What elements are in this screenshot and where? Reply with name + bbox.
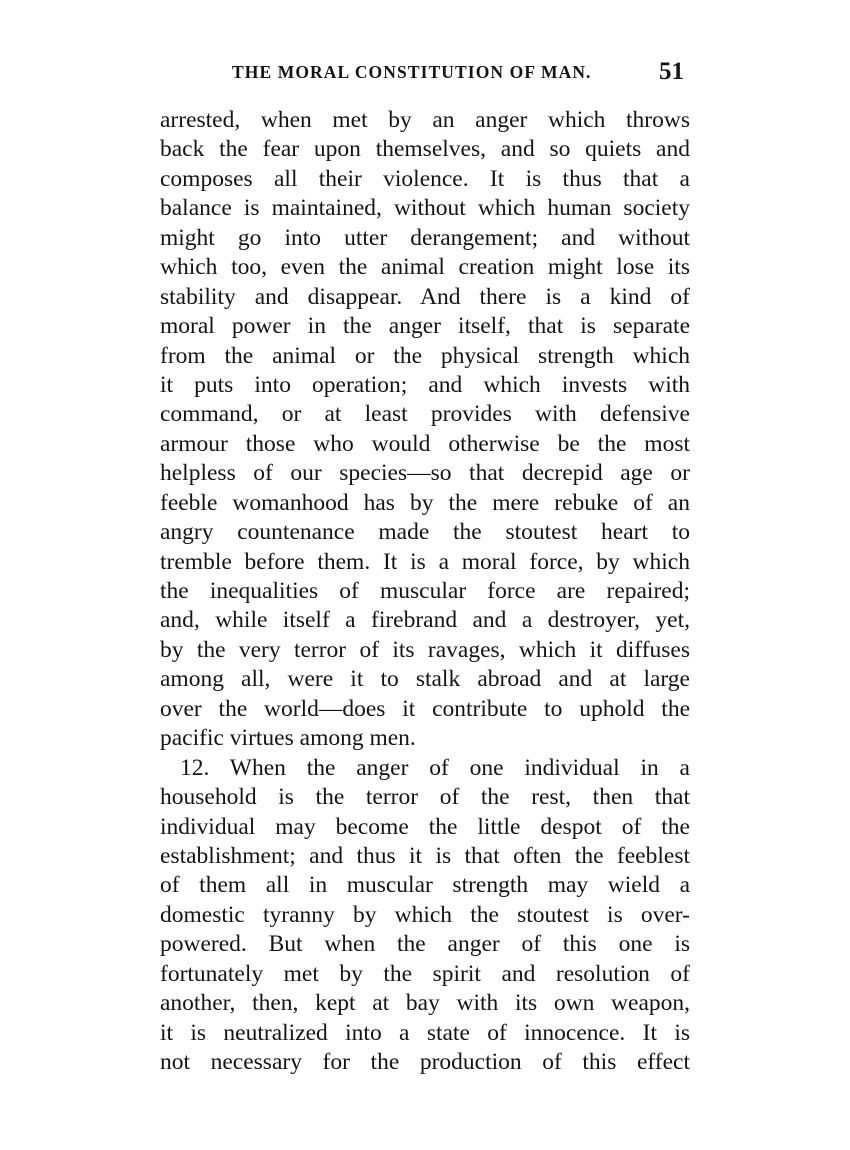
text-line: back the fear upon themselves, and so quiets and <box>160 136 690 163</box>
section-start-line: 12. When the anger of one individual in a <box>180 754 690 781</box>
text-line: might go into utter derangement; and without <box>160 224 690 251</box>
text-line: and, while itself a firebrand and a destroyer, yet, <box>160 607 690 634</box>
text-line: household is the terror of the rest, then that <box>160 784 690 811</box>
text-line: feeble womanhood has by the mere rebuke of an <box>160 489 690 516</box>
text-line: it puts into operation; and which invests with <box>160 371 690 398</box>
text-line: of them all in muscular strength may wield a <box>160 872 690 899</box>
text-line: another, then, kept at bay with its own weapon, <box>160 990 690 1017</box>
text-line: armour those who would otherwise be the most <box>160 430 690 457</box>
text-line: domestic tyranny by which the stoutest is over- <box>160 901 690 928</box>
body-text <box>160 106 690 1077</box>
text-line: the inequalities of muscular force are repaired; <box>160 578 690 604</box>
running-title: THE MORAL CONSTITUTION OF MAN. <box>232 62 592 82</box>
text-line: among all, were it to stalk abroad and at large <box>160 666 690 693</box>
text-line: which too, even the animal creation might lose its <box>160 254 690 281</box>
text-line: fortunately met by the spirit and resolution of <box>160 960 690 987</box>
running-head <box>160 58 690 92</box>
text-line: helpless of our species—so that decrepid age or <box>160 460 690 487</box>
text-line: composes all their violence. It is thus that a <box>160 165 690 192</box>
text-line: arrested, when met by an anger which throws <box>160 107 690 133</box>
text-line: moral power in the anger itself, that is separate <box>160 313 690 340</box>
text-line: balance is maintained, without which human society <box>160 195 690 222</box>
text-line: over the world—does it contribute to uphold the <box>160 695 690 722</box>
text-line: not necessary for the production of this effect <box>160 1049 690 1075</box>
page-number: 51 <box>659 58 684 85</box>
text-line: command, or at least provides with defensive <box>160 401 690 428</box>
text-line: it is neutralized into a state of innocence. It is <box>160 1019 690 1046</box>
text-line: establishment; and thus it is that often the feeblest <box>160 842 690 869</box>
text-line: individual may become the little despot of the <box>160 813 690 840</box>
paragraph-end-line: pacific virtues among men. <box>160 725 416 752</box>
text-line: from the animal or the physical strength which <box>160 342 690 369</box>
text-line: powered. But when the anger of this one is <box>160 931 690 958</box>
text-line: angry countenance made the stoutest heart to <box>160 519 690 546</box>
text-line: by the very terror of its ravages, which it diffuses <box>160 636 690 663</box>
text-line: stability and disappear. And there is a kind of <box>160 283 690 310</box>
text-line: tremble before them. It is a moral force, by which <box>160 548 690 575</box>
